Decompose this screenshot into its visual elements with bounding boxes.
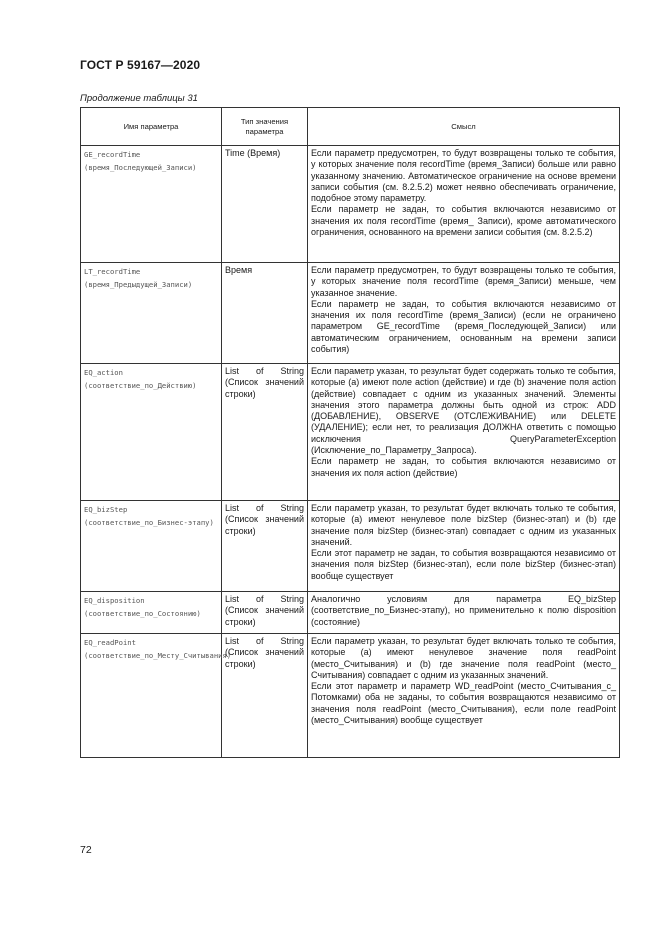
parameters-table: [80, 107, 620, 758]
cell-param-name: LT_recordTime (время_Предыдущей_Записи): [81, 263, 222, 364]
table-row: [81, 592, 620, 634]
table-caption: Продолжение таблицы 31: [80, 93, 198, 104]
cell-param-type: List of String (Список значений строки): [222, 501, 308, 592]
table-row: [81, 634, 620, 758]
table-row: [81, 263, 620, 364]
page-number: 72: [80, 844, 92, 856]
cell-param-type: List of String (Список значений строки): [222, 634, 308, 758]
document-title: ГОСТ Р 59167—2020: [80, 58, 201, 72]
cell-param-name: EQ_disposition (соответствие_по_Состоянию): [81, 592, 222, 634]
table-header-row: [81, 108, 620, 146]
cell-param-type: List of String (Список значений строки): [222, 364, 308, 501]
cell-param-name: EQ_readPoint (соответствие_по_Месту_Считывания): [81, 634, 222, 758]
column-header-meaning: Смысл: [308, 108, 620, 146]
cell-param-type: Время: [222, 263, 308, 364]
cell-param-type: List of String (Список значений строки): [222, 592, 308, 634]
cell-param-meaning: Если параметр предусмотрен, то будут возвращены только те события, у которых значение поля recordTime (время_Записи) меньше, чем указанное значение. Если параметр не задан, то события включаются независимо от значения их поля recordTime (время_Записи) (если не ограничено параметром GE_recordTime (время_Последующей_Записи) или автоматическим ограничением, основанным на времени записи события): [308, 263, 620, 364]
cell-param-name: EQ_bizStep (соответствие_по_Бизнес-этапу): [81, 501, 222, 592]
cell-param-meaning: Если параметр указан, то результат будет включать только те события, которые (а) имеют ненулевое значение поля readPoint (место_Считывания) и (b) где значение поля readPoint (место_ Считывания) совпадает с одним из указанных значений. Если этот параметр и параметр WD_readPoint (место_Считывания_с_ Потомками) оба не заданы, то события возвращаются независимо от значения поля readPoint (место_Считывания), если поле readPoint (место_Считывания) вообще существует: [308, 634, 620, 758]
column-header-name: Имя параметра: [81, 108, 222, 146]
cell-param-meaning: Если параметр указан, то результат будет включать только те события, которые (а) имеют ненулевое поле bizStep (бизнес-этап) и (b) где значение поля bizStep (бизнес-этап) совпадает с одним из указанных значений. Если этот параметр не задан, то события возвращаются независимо от значения поля bizStep (бизнес-этап), если поле bizStep (бизнес-этап) вообще существует: [308, 501, 620, 592]
cell-param-type: Time (Время): [222, 146, 308, 263]
cell-param-meaning: Если параметр предусмотрен, то будут возвращены только те события, у которых значение поля recordTime (время_Записи) больше или равно указанному значению. Автоматическое ограничение на основе времени записи события (см. 8.2.5.2) может неявно обеспечивать ограничение, подобное этому параметру. Если параметр не задан, то события включаются независимо от значения их поля recordTime (время_ Записи), кроме автоматического ограничения, основанного на времени записи события (см. 8.2.5.2): [308, 146, 620, 263]
cell-param-name: GE_recordTime (время_Последующей_Записи): [81, 146, 222, 263]
cell-param-meaning: Аналогично условиям для параметра EQ_bizStep (соответствие_по_Бизнес-этапу), но применительно к полю disposition (состояние): [308, 592, 620, 634]
table-row: [81, 364, 620, 501]
table-row: [81, 501, 620, 592]
cell-param-name: EQ_action (соответствие_по_Действию): [81, 364, 222, 501]
table-row: [81, 146, 620, 263]
cell-param-meaning: Если параметр указан, то результат будет содержать только те события, которые (а) имеют поле action (действие) и где (b) значение поля action (действие) совпадает с одним из указанных значений. Элементы значения этого параметра должны быть одной из строк: ADD (ДОБАВЛЕНИЕ), OBSERVE (ОТСЛЕЖИВАНИЕ) или DELETE (УДАЛЕНИЕ); если нет, то реализация ДОЛЖНА ответить с помощью исключения QueryParameterException (Исключение_по_Параметру_Запроса). Если параметр не задан, то события включаются независимо от значения их поля action (действие): [308, 364, 620, 501]
column-header-type: Тип значения параметра: [222, 108, 308, 146]
